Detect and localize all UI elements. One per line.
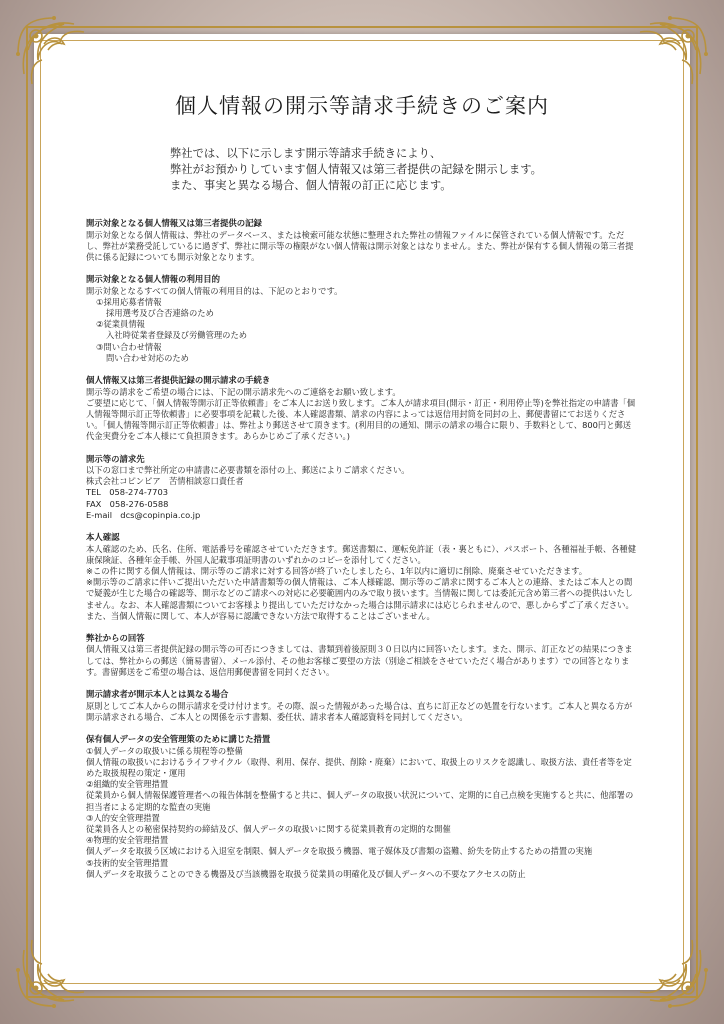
contact-email: E-mail dcs@copinpia.co.jp	[86, 509, 201, 520]
page-title: 個人情報の開示等請求手続きのご案内	[175, 94, 549, 118]
section-heading: 開示請求者が開示本人とは異なる場合	[86, 689, 229, 700]
section-heading: 個人情報又は第三者提供記録の開示請求の手続き	[86, 375, 271, 386]
contact-fax: FAX 058-276-0588	[86, 498, 169, 509]
section-paragraph: ※開示等のご請求に伴いご提出いただいた申請書類等の個人情報は、ご本人様確認、開示等のご請求に関するご本人との連絡、またはご本人との間で疑義が生じた場合の確認等、開示などのご請求への対応に必要範囲内のみで取り扱います。当情報に関しては委託元含め第三者への提供はいたしません。なお、本人確認書類についてお客様より提出していただけなかった場合は開示請求には応じられませんので、悪しからずご了承ください。また、当個人情報に関して、本人が容易に認識できない方法で取得することはございません。	[86, 577, 634, 621]
intro-block	[170, 146, 638, 194]
measure-title: ②組織的安全管理措置	[86, 779, 169, 790]
section-heading: 保有個人データの安全管理策のために講じた措置	[86, 734, 271, 744]
section-heading: 本人確認	[86, 532, 120, 543]
section-heading: 弊社からの回答	[86, 632, 145, 643]
purpose-item-detail: 問い合わせ対応のため	[106, 352, 189, 363]
purpose-item-label: ③問い合わせ情報	[96, 341, 162, 352]
section-request-procedure	[86, 375, 638, 443]
measure-detail: 従業員から個人情報保護管理者への報告体制を整備すると共に、個人データの取扱い状況について、定期的に自己点検を実施すると共に、他部署の担当者による定期的な監査の実施	[86, 790, 634, 812]
section-paragraph: 原則としてご本人からの開示請求を受け付けます。その際、誤った情報があった場合は、直ちに訂正などの処置を行ないます。ご本人と異なる方が開示請求される場合、ご本人との関係を示す書類、委任状、請求者本人確認資料を同封してください。	[86, 700, 633, 722]
section-paragraph: 以下の窓口まで弊社所定の申請書に必要書類を添付の上、郵送によりご請求ください。	[86, 465, 410, 476]
intro-line: 弊社では、以下に示します開示等請求手続きにより、	[170, 147, 442, 160]
purpose-item-detail: 入社時従業者登録及び労働管理のため	[106, 330, 248, 341]
section-usage-purpose	[86, 274, 638, 364]
measure-detail: 個人情報の取扱いにおけるライフサイクル（取得、利用、保存、提供、削除・廃棄）において、取扱上のリスクを認識し、取扱方法、責任者等を定めた取扱規程の策定・運用	[86, 756, 632, 778]
contact-company: 株式会社コピンピア 苦情相談窓口責任者	[86, 476, 244, 487]
section-heading: 開示対象となる個人情報又は第三者提供の記録	[86, 218, 262, 228]
section-paragraph: 開示等の請求をご希望の場合には、下記の開示請求先へのご連絡をお願い致します。	[86, 386, 401, 397]
section-request-contact	[86, 454, 638, 522]
intro-line: また、事実と異なる場合、個人情報の訂正に応じます。	[170, 179, 452, 192]
section-paragraph: 個人情報又は第三者提供記録の開示等の可否につきましては、書類到着後原則３０日以内に回答いたします。また、開示、訂正などの結果につきましては、弊社からの郵送（簡易書留）、メール添付、その他お客様ご要望の方法（別途ご相談をさせていただく場合があります）での回答となります。書留郵送をご希望の場合は、返信用郵便書留を同封ください。	[86, 644, 633, 677]
section-company-response	[86, 633, 638, 678]
section-security-measures	[86, 734, 638, 880]
section-paragraph: ご要望に応じて、「個人情報等開示訂正等依頼書」をご本人にお送り致します。ご本人が請求項目(開示・訂正・利用停止等)を弊社指定の申請書「個人情報等開示訂正等依頼書」に必要事項を記載した後、本人確認書類、請求の内容によっては返信用封筒を同封の上、郵便書留にてお送りください。「個人情報等開示訂正等依頼書」は、弊社より郵送させて頂きます。(利用目的の通知、開示の請求の場合に限り、手数料として、800円と郵送代金実費分をご本人様にて負担頂きます。あらかじめご了承ください。)	[86, 397, 636, 442]
section-heading: 開示等の請求先	[86, 453, 145, 464]
measure-detail: 個人データを取扱う区域における入退室を制限、個人データを取扱う機器、電子媒体及び書類の盗難、紛失を防止するための措置の実施	[86, 846, 593, 857]
purpose-item-label: ②従業員情報	[96, 319, 145, 330]
section-paragraph: 本人確認のため、氏名、住所、電話番号を確認させていただきます。郵送書類に、運転免許証（表・裏ともに）、パスポート、各種福祉手帳、各種健康保険証、各種年金手帳、外国人記載事項証明書のいずれかのコピーを添付してください。	[86, 543, 637, 565]
section-paragraph: 開示対象となるすべての個人情報の利用目的は、下記のとおりです。	[86, 285, 343, 296]
measure-title: ③人的安全管理措置	[86, 812, 160, 823]
section-identity-check	[86, 532, 638, 622]
contact-tel: TEL 058-274-7703	[86, 487, 169, 498]
measure-title: ①個人データの取扱いに係る規程等の整備	[86, 745, 243, 756]
document-content	[86, 90, 638, 891]
measure-title: ⑤技術的安全管理措置	[86, 857, 169, 868]
section-disclosure-target	[86, 218, 638, 263]
intro-line: 弊社がお預かりしています個人情報又は第三者提供の記録を開示します。	[170, 163, 542, 176]
section-proxy-request	[86, 689, 638, 723]
section-heading: 開示対象となる個人情報の利用目的	[86, 274, 220, 285]
measure-detail: 個人データを取扱うことのできる機器及び当該機器を取扱う従業員の明確化及び個人データへの不要なアクセスの防止	[86, 868, 526, 879]
purpose-item-label: ①採用応募者情報	[96, 296, 162, 307]
measure-title: ④物理的安全管理措置	[86, 835, 169, 846]
section-paragraph: 開示対象となる個人情報は、弊社のデータベース、または検索可能な状態に整理された弊社の情報ファイルに保管されている個人情報です。ただし、弊社が業務受託しているに過ぎず、弊社に開示等の権限がない個人情報は開示対象とはなりません。また、弊社が保有する個人情報の第三者提供に係る記録についても開示対象となります。	[86, 229, 634, 262]
section-paragraph: ※この件に関する個人情報は、開示等のご請求に対する回答が終了いたしましたら、1年以内に適切に削除、廃棄させていただきます。	[86, 565, 588, 576]
measure-detail: 従業員各人との秘密保持契約の締結及び、個人データの取扱いに関する従業員教育の定期的な開催	[86, 823, 451, 834]
purpose-item-detail: 採用選考及び合否連絡のため	[106, 308, 214, 319]
